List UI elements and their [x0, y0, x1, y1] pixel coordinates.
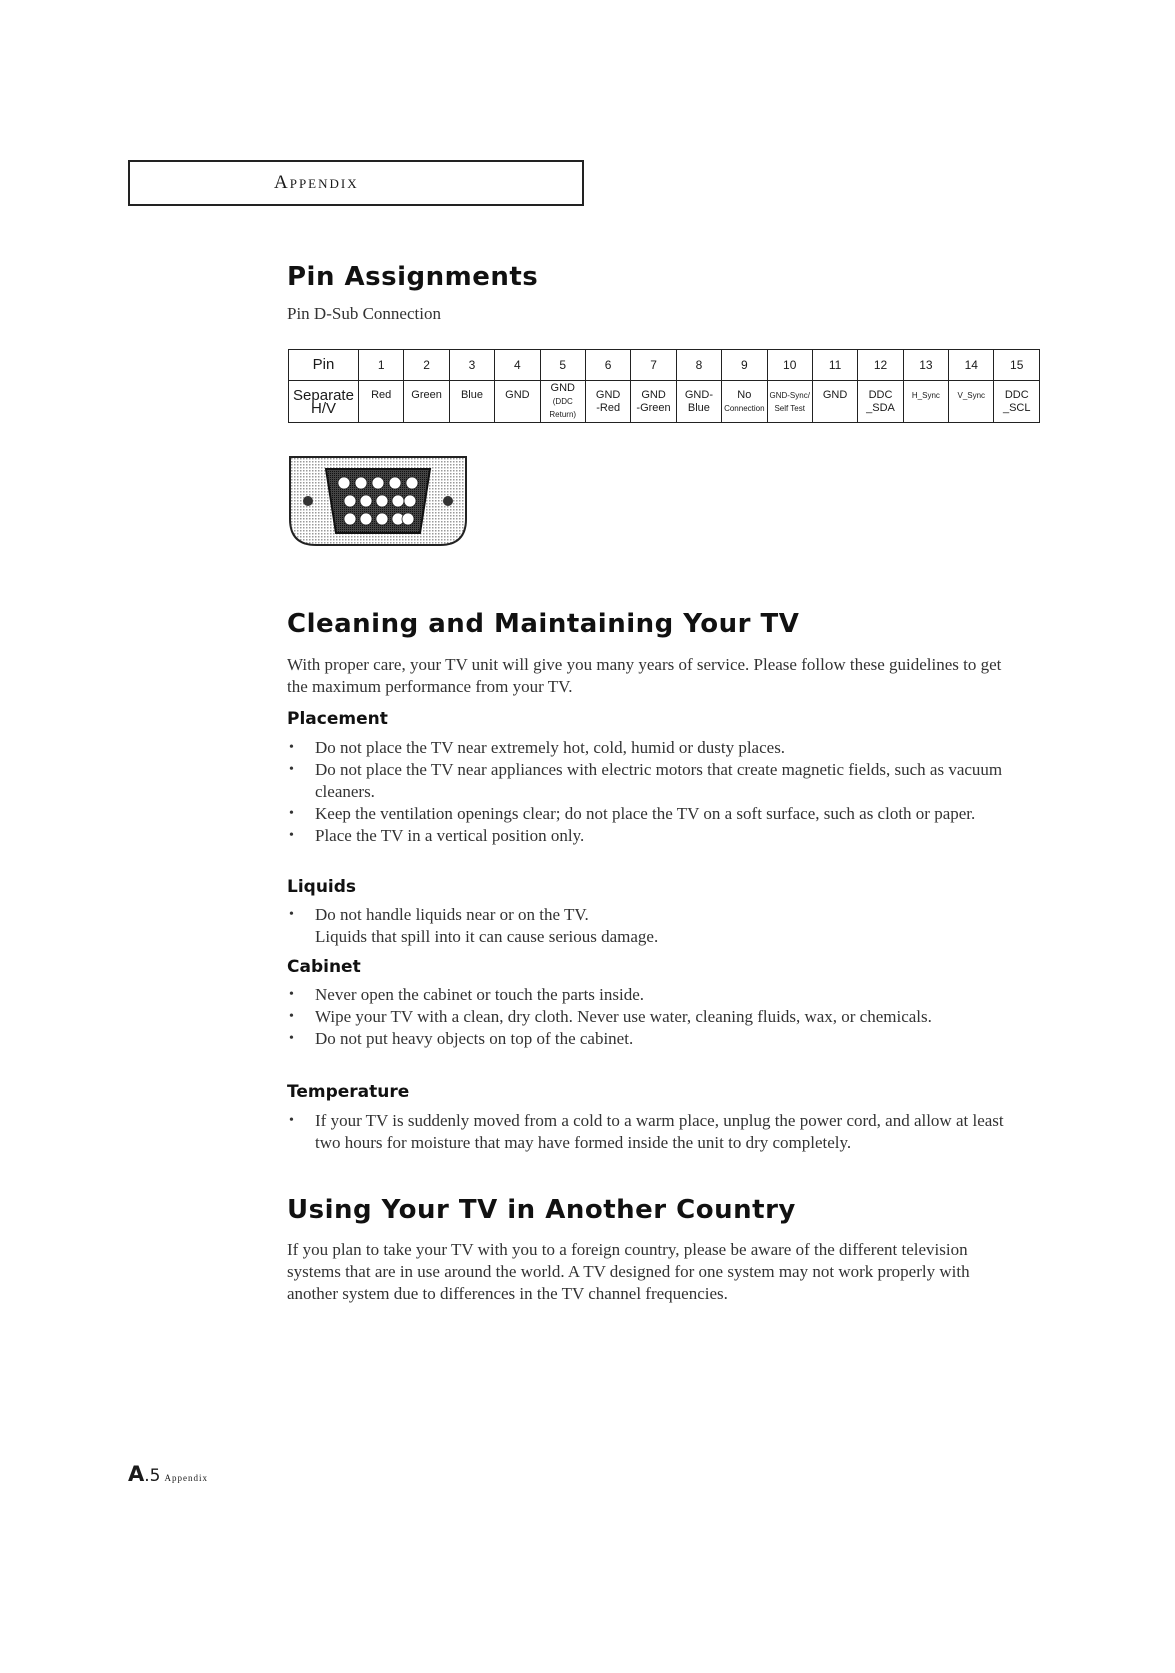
pin-signal-cell: [994, 381, 1040, 423]
liquids-list: [287, 904, 1007, 948]
pin-number-cell: 9: [722, 350, 767, 381]
pin-signal-cell: [676, 381, 721, 423]
signal-line: Blue: [687, 401, 710, 414]
pin-number-cell: 3: [449, 350, 494, 381]
pin-number-cell: 14: [949, 350, 994, 381]
cabinet-heading: Cabinet: [287, 957, 361, 977]
signal-line: Connection: [724, 403, 765, 413]
cleaning-title: Cleaning and Maintaining Your TV: [287, 609, 800, 639]
signal-line: GND: [595, 388, 621, 401]
pin-number-cell: 12: [858, 350, 903, 381]
pin-number-cell: 1: [359, 350, 404, 381]
list-item: • Do not place the TV near appliances with electric motors that create magnetic fields, such as vacuum cleaners.: [287, 759, 1007, 803]
liquids-note: Liquids that spill into it can cause serious damage.: [315, 927, 659, 946]
signal-row-header-line: Separate: [293, 386, 354, 404]
country-body: If you plan to take your TV with you to a foreign country, please be aware of the different television systems that are in use around the world. A TV designed for one system may not work properly with another system due to differences in the TV channel frequencies.: [287, 1240, 970, 1303]
cleaning-intro: With proper care, your TV unit will give you many years of service. Please follow these guidelines to get the maximum performance from your TV.: [287, 655, 1002, 696]
pin-signal-cell: [495, 381, 540, 423]
signal-line: _SDA: [866, 401, 895, 414]
pin-number-cell: 5: [540, 350, 585, 381]
pin-signal-cell: [359, 381, 404, 423]
signal-line: H_Sync: [911, 390, 940, 400]
pin-signal-cell: [404, 381, 449, 423]
signal-row-header-line: H/V: [310, 399, 336, 417]
signal-row-header: [289, 381, 359, 423]
signal-line: -Red: [596, 401, 621, 414]
page-footer-label: Appendix: [164, 1473, 208, 1483]
pin-row-header: Pin: [289, 350, 359, 381]
signal-line: GND: [505, 388, 530, 401]
pin-assignments-subtitle: Pin D-Sub Connection: [287, 304, 441, 323]
pin-number-row: [289, 350, 1040, 381]
signal-line: Green: [411, 388, 442, 401]
list-item: • Do not handle liquids near or on the TV.: [287, 904, 1007, 926]
pin-number-cell: 15: [994, 350, 1040, 381]
signal-line: GND: [641, 388, 666, 401]
pin-signal-cell: [585, 381, 630, 423]
appendix-header-box: [128, 160, 584, 206]
pin-number-cell: 6: [585, 350, 630, 381]
signal-line: GND-Sync/: [769, 390, 810, 400]
pin-signal-cell: [767, 381, 812, 423]
temperature-list: [287, 1110, 1007, 1154]
liquids-heading: Liquids: [287, 877, 357, 897]
list-item: • Keep the ventilation openings clear; do not place the TV on a soft surface, such as cloth or paper.: [287, 803, 1007, 825]
page-prefix: A: [128, 1462, 145, 1486]
temperature-heading: Temperature: [287, 1082, 410, 1102]
list-item: • Never open the cabinet or touch the parts inside.: [287, 984, 1007, 1006]
list-item: • Do not place the TV near extremely hot, cold, humid or dusty places.: [287, 737, 1007, 759]
signal-line: DDC: [868, 388, 893, 401]
signal-line: (DDC Return): [549, 397, 577, 419]
pin-signal-cell: [449, 381, 494, 423]
country-title: Using Your TV in Another Country: [287, 1195, 796, 1225]
signal-line: GND: [822, 388, 848, 401]
pin-signal-row: [289, 381, 1040, 423]
pin-signal-cell: [858, 381, 903, 423]
pin-number-cell: 2: [404, 350, 449, 381]
signal-line: Blue: [460, 388, 483, 401]
signal-line: V_Sync: [957, 390, 986, 400]
signal-line: DDC: [1004, 388, 1029, 401]
signal-line: Self Test: [774, 403, 805, 413]
signal-line: No: [737, 388, 752, 401]
pin-assignments-title: Pin Assignments: [287, 262, 539, 292]
pin-signal-cell: [631, 381, 676, 423]
signal-line: -Green: [636, 401, 671, 414]
pin-number-cell: 10: [767, 350, 812, 381]
pin-table: [288, 349, 1040, 423]
d-sub-connector-illustration: [288, 455, 468, 547]
pin-number-cell: 8: [676, 350, 721, 381]
pin-number-cell: 11: [812, 350, 857, 381]
pin-signal-cell: [949, 381, 994, 423]
page-number-value: .5: [144, 1466, 161, 1486]
pin-number-cell: 7: [631, 350, 676, 381]
list-item: • Do not put heavy objects on top of the cabinet.: [287, 1028, 1007, 1050]
pin-number-cell: 13: [903, 350, 948, 381]
list-item: • If your TV is suddenly moved from a cold to a warm place, unplug the power cord, and allow at least two hours for moisture that may have formed inside the unit to dry completely.: [287, 1110, 1007, 1154]
pin-number-cell: 4: [495, 350, 540, 381]
signal-line: GND-: [684, 388, 713, 401]
pin-signal-cell: [540, 381, 585, 423]
placement-list: [287, 737, 1007, 847]
page-number: [128, 1462, 208, 1486]
header-title: Appendix: [274, 172, 359, 193]
signal-line: GND: [550, 382, 575, 394]
pin-signal-cell: [903, 381, 948, 423]
cabinet-list: [287, 984, 1007, 1050]
placement-heading: Placement: [287, 709, 388, 729]
pin-signal-cell: [812, 381, 857, 423]
pin-signal-cell: [722, 381, 767, 423]
list-item: • Wipe your TV with a clean, dry cloth. Never use water, cleaning fluids, wax, or chemicals.: [287, 1006, 1007, 1028]
list-item: • Place the TV in a vertical position only.: [287, 825, 1007, 847]
signal-line: Red: [371, 388, 392, 401]
signal-line: _SCL: [1002, 401, 1031, 414]
